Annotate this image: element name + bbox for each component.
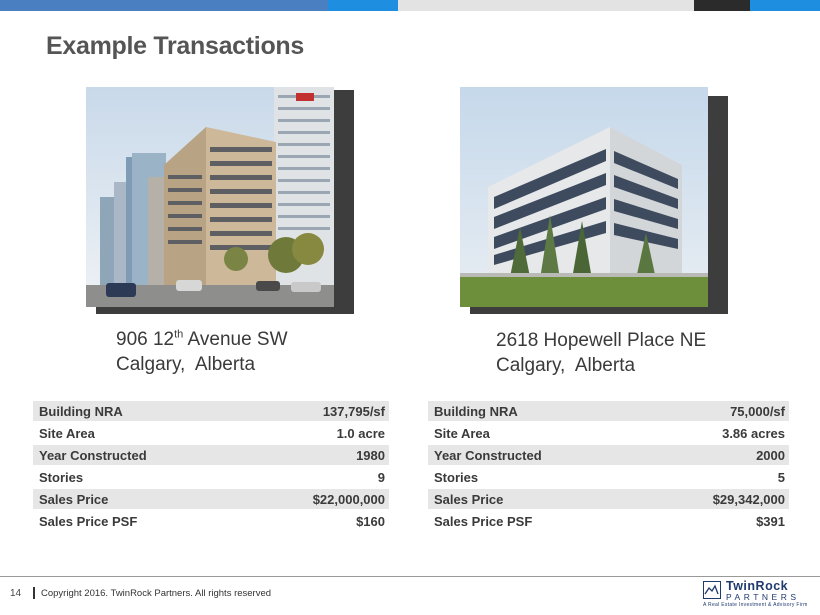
- fact-value: $391: [580, 510, 789, 531]
- property-facts-table-right: [428, 399, 789, 531]
- fact-value: 9: [185, 466, 389, 488]
- twinrock-logo: [703, 579, 818, 609]
- property-address-left: [116, 327, 288, 377]
- slide-title: Example Transactions: [46, 32, 305, 60]
- fact-value: $22,000,000: [185, 488, 389, 510]
- top-color-bar: [0, 0, 820, 11]
- copyright-text: Copyright 2016. TwinRock Partners. All rights reserved: [41, 588, 272, 599]
- office-tower-photo: [86, 87, 334, 307]
- fact-label: Site Area: [428, 422, 580, 444]
- table-row: [428, 466, 789, 488]
- table-row: [33, 400, 389, 422]
- fact-value: 2000: [580, 444, 789, 466]
- office-building-photo: [460, 87, 708, 307]
- fact-value: 3.86 acres: [580, 422, 789, 444]
- table-row: [33, 422, 389, 444]
- fact-value: 1980: [185, 444, 389, 466]
- address-street: Avenue SW: [183, 329, 288, 350]
- address-superscript: th: [174, 328, 184, 341]
- property-facts-table-left: [33, 399, 389, 531]
- address-number: 906 12: [116, 329, 175, 350]
- mountain-icon: [704, 582, 719, 597]
- logo-name: TwinRock: [726, 579, 789, 593]
- page-number: 14: [10, 588, 22, 599]
- fact-label: Stories: [33, 466, 185, 488]
- table-row: [428, 488, 789, 510]
- fact-label: Sales Price: [33, 488, 185, 510]
- fact-label: Sales Price: [428, 488, 580, 510]
- fact-label: Building NRA: [33, 400, 185, 422]
- fact-value: $29,342,000: [580, 488, 789, 510]
- fact-label: Year Constructed: [428, 444, 580, 466]
- fact-value: 5: [580, 466, 789, 488]
- fact-label: Sales Price PSF: [428, 510, 580, 531]
- table-row: [33, 466, 389, 488]
- fact-label: Sales Price PSF: [33, 510, 185, 531]
- footer-divider: [0, 576, 820, 577]
- fact-label: Site Area: [33, 422, 185, 444]
- table-row: [33, 510, 389, 531]
- table-row: [33, 488, 389, 510]
- fact-value: $160: [185, 510, 389, 531]
- table-row: [428, 422, 789, 444]
- table-row: [428, 400, 789, 422]
- office-tower-photo-illustration: [86, 87, 334, 307]
- table-row: [428, 444, 789, 466]
- fact-value: 137,795/sf: [185, 400, 389, 422]
- fact-value: 1.0 acre: [185, 422, 389, 444]
- top-bar-segment: [0, 0, 328, 11]
- fact-value: 75,000/sf: [580, 400, 789, 422]
- address-line: 2618 Hopewell Place NE: [496, 330, 707, 351]
- mountain-logo-icon: [703, 581, 721, 599]
- address-line: [116, 327, 288, 352]
- top-bar-segment: [328, 0, 398, 11]
- office-building-photo-illustration: [460, 87, 708, 307]
- city-line: Calgary, Alberta: [496, 355, 636, 376]
- table-row: [33, 444, 389, 466]
- top-bar-segment: [694, 0, 750, 11]
- footer-separator: [33, 587, 35, 599]
- top-bar-segment: [750, 0, 820, 11]
- fact-label: Year Constructed: [33, 444, 185, 466]
- property-address-right: [496, 328, 706, 378]
- logo-tagline: A Real Estate Investment & Advisory Firm: [703, 602, 808, 608]
- fact-label: Building NRA: [428, 400, 580, 422]
- logo-subtitle: PARTNERS: [726, 592, 800, 602]
- fact-label: Stories: [428, 466, 580, 488]
- top-bar-segment: [398, 0, 694, 11]
- city-line: Calgary, Alberta: [116, 354, 256, 375]
- table-row: [428, 510, 789, 531]
